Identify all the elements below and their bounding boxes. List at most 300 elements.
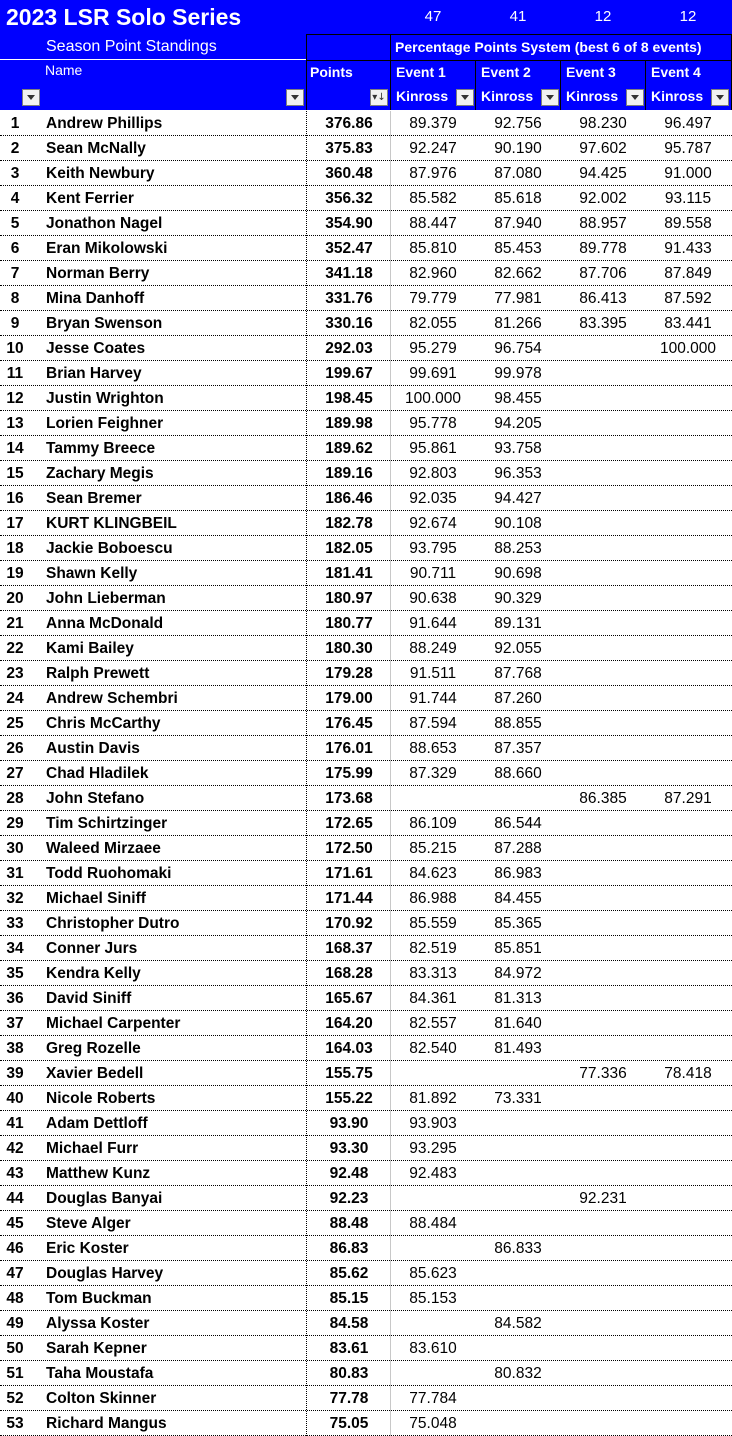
points-cell: 189.98	[325, 415, 373, 432]
event-2-score-cell: 88.253	[494, 540, 542, 557]
table-row[interactable]	[0, 361, 732, 386]
sort-descending-icon: ▾↓	[372, 91, 386, 103]
rank-cell: 20	[6, 590, 24, 607]
event-1-score-cell: 92.035	[409, 490, 457, 507]
event-3-score-cell: 86.385	[579, 790, 627, 807]
table-row[interactable]	[0, 161, 732, 186]
driver-name-cell: Austin Davis	[46, 740, 140, 757]
table-row[interactable]	[0, 1161, 732, 1186]
table-row[interactable]	[0, 986, 732, 1011]
name-filter-button[interactable]	[286, 89, 304, 106]
event-1-score-cell: 95.861	[409, 440, 457, 457]
points-cell: 354.90	[325, 215, 373, 232]
event-2-score-cell: 92.756	[494, 115, 542, 132]
driver-name-cell: Michael Furr	[46, 1140, 139, 1157]
points-cell: 180.97	[325, 590, 373, 607]
rank-cell: 17	[6, 515, 24, 532]
rank-cell: 40	[6, 1090, 24, 1107]
driver-name-cell: Greg Rozelle	[46, 1040, 141, 1057]
event-3-header: Event 3	[566, 64, 616, 80]
table-row[interactable]	[0, 561, 732, 586]
event-1-score-cell: 87.329	[409, 765, 457, 782]
table-row[interactable]	[0, 1336, 732, 1361]
points-cell: 175.99	[325, 765, 373, 782]
points-column-header: Points	[310, 64, 353, 80]
table-row[interactable]	[0, 1261, 732, 1286]
header-divider	[306, 34, 307, 110]
rank-cell: 45	[6, 1215, 24, 1232]
points-cell: 172.50	[325, 840, 373, 857]
points-cell: 179.00	[325, 690, 373, 707]
event-2-score-cell: 94.427	[494, 490, 542, 507]
rank-cell: 53	[6, 1415, 24, 1432]
rank-cell: 33	[6, 915, 24, 932]
points-cell: 199.67	[325, 365, 373, 382]
points-cell: 86.83	[329, 1240, 369, 1257]
header-divider	[306, 60, 732, 61]
event-2-score-cell: 81.640	[494, 1015, 542, 1032]
event-1-score-cell: 87.976	[409, 165, 457, 182]
table-row[interactable]	[0, 911, 732, 936]
event-2-score-cell: 90.190	[494, 140, 542, 157]
rank-cell: 14	[6, 440, 24, 457]
driver-name-cell: Anna McDonald	[46, 615, 164, 632]
points-cell: 181.41	[325, 565, 373, 582]
rank-cell: 41	[6, 1115, 24, 1132]
points-cell: 186.46	[325, 490, 373, 507]
event-3-entrant-count: 12	[594, 8, 612, 25]
event-1-score-cell: 82.519	[409, 940, 457, 957]
driver-name-cell: Jonathon Nagel	[46, 215, 163, 232]
points-cell: 180.77	[325, 615, 373, 632]
driver-name-cell: Steve Alger	[46, 1215, 131, 1232]
points-cell: 376.86	[325, 115, 373, 132]
header-band	[0, 0, 732, 110]
event-2-score-cell: 86.983	[494, 865, 542, 882]
points-cell: 88.48	[329, 1215, 369, 1232]
table-row[interactable]	[0, 736, 732, 761]
event-4-score-cell: 93.115	[664, 190, 712, 207]
table-row[interactable]	[0, 486, 732, 511]
table-row[interactable]	[0, 336, 732, 361]
page-title: 2023 LSR Solo Series	[6, 4, 242, 30]
event-1-score-cell: 85.559	[409, 915, 457, 932]
event-1-venue: Kinross	[396, 88, 449, 104]
table-row[interactable]	[0, 586, 732, 611]
rank-cell: 50	[6, 1340, 24, 1357]
event-4-entrant-count: 12	[679, 8, 697, 25]
event-1-score-cell: 85.153	[409, 1290, 457, 1307]
rank-cell: 10	[6, 340, 24, 357]
points-cell: 330.16	[325, 315, 373, 332]
table-row[interactable]	[0, 511, 732, 536]
chevron-down-icon	[716, 95, 724, 100]
event-2-score-cell: 87.768	[494, 665, 542, 682]
rank-cell: 22	[6, 640, 24, 657]
header-divider	[306, 34, 732, 35]
event-2-score-cell: 86.833	[494, 1240, 542, 1257]
driver-name-cell: Xavier Bedell	[46, 1065, 144, 1082]
driver-name-cell: Colton Skinner	[46, 1390, 157, 1407]
name-column-header: Name	[45, 62, 83, 78]
table-row[interactable]	[0, 261, 732, 286]
points-cell: 180.30	[325, 640, 373, 657]
event-3-score-cell: 87.706	[579, 265, 627, 282]
header-divider	[645, 60, 646, 110]
event-4-score-cell: 87.291	[664, 790, 712, 807]
table-row[interactable]	[0, 886, 732, 911]
event-1-score-cell: 85.582	[409, 190, 457, 207]
rank-cell: 2	[10, 140, 20, 157]
event-1-score-cell: 85.215	[409, 840, 457, 857]
event-1-score-cell: 95.279	[409, 340, 457, 357]
driver-name-cell: Eran Mikolowski	[46, 240, 168, 257]
event-4-filter-button[interactable]	[711, 89, 729, 106]
points-cell: 168.37	[325, 940, 373, 957]
event-1-score-cell: 93.903	[409, 1115, 457, 1132]
event-2-score-cell: 87.357	[494, 740, 542, 757]
table-row[interactable]	[0, 636, 732, 661]
rank-cell: 52	[6, 1390, 24, 1407]
driver-name-cell: Bryan Swenson	[46, 315, 163, 332]
rank-cell: 3	[10, 165, 20, 182]
driver-name-cell: Kent Ferrier	[46, 190, 134, 207]
table-row[interactable]	[0, 1061, 732, 1086]
table-row[interactable]	[0, 536, 732, 561]
table-row[interactable]	[0, 386, 732, 411]
rank-cell: 26	[6, 740, 24, 757]
rank-cell: 23	[6, 665, 24, 682]
driver-name-cell: Lorien Feighner	[46, 415, 164, 432]
points-cell: 92.23	[329, 1190, 369, 1207]
table-row[interactable]	[0, 1011, 732, 1036]
driver-name-cell: Adam Dettloff	[46, 1115, 148, 1132]
table-row[interactable]	[0, 1386, 732, 1411]
points-cell: 171.61	[325, 865, 373, 882]
chevron-down-icon	[291, 95, 299, 100]
rank-cell: 49	[6, 1315, 24, 1332]
event-2-score-cell: 87.940	[494, 215, 542, 232]
event-1-score-cell: 91.644	[409, 615, 457, 632]
points-cell: 83.61	[329, 1340, 369, 1357]
table-row[interactable]	[0, 786, 732, 811]
rank-cell: 35	[6, 965, 24, 982]
driver-name-cell: Sean McNally	[46, 140, 146, 157]
points-cell: 155.22	[325, 1090, 373, 1107]
driver-name-cell: Norman Berry	[46, 265, 150, 282]
event-1-filter-button[interactable]	[456, 89, 474, 106]
driver-name-cell: John Stefano	[46, 790, 145, 807]
event-1-entrant-count: 47	[424, 8, 442, 25]
event-1-score-cell: 83.610	[409, 1340, 457, 1357]
table-row[interactable]	[0, 1236, 732, 1261]
table-row[interactable]	[0, 236, 732, 261]
event-1-score-cell: 85.623	[409, 1265, 457, 1282]
points-cell: 356.32	[325, 190, 373, 207]
table-row[interactable]	[0, 186, 732, 211]
table-row[interactable]	[0, 211, 732, 236]
driver-name-cell: Sean Bremer	[46, 490, 142, 507]
event-2-score-cell: 81.266	[494, 315, 542, 332]
event-1-score-cell: 88.653	[409, 740, 457, 757]
event-1-score-cell: 77.784	[409, 1390, 457, 1407]
points-cell: 179.28	[325, 665, 373, 682]
driver-name-cell: Richard Mangus	[46, 1415, 167, 1432]
table-row[interactable]	[0, 761, 732, 786]
table-row[interactable]	[0, 136, 732, 161]
driver-name-cell: Jesse Coates	[46, 340, 146, 357]
event-2-score-cell: 86.544	[494, 815, 542, 832]
event-4-score-cell: 78.418	[664, 1065, 712, 1082]
points-cell: 198.45	[325, 390, 373, 407]
driver-name-cell: Michael Carpenter	[46, 1015, 181, 1032]
rank-cell: 27	[6, 765, 24, 782]
event-2-header: Event 2	[481, 64, 531, 80]
driver-name-cell: Justin Wrighton	[46, 390, 164, 407]
event-2-score-cell: 82.662	[494, 265, 542, 282]
table-row[interactable]	[0, 311, 732, 336]
points-cell: 176.45	[325, 715, 373, 732]
rank-cell: 15	[6, 465, 24, 482]
event-1-score-cell: 92.803	[409, 465, 457, 482]
table-row[interactable]	[0, 686, 732, 711]
table-row[interactable]	[0, 936, 732, 961]
event-3-score-cell: 83.395	[579, 315, 627, 332]
table-row[interactable]	[0, 961, 732, 986]
event-3-score-cell: 92.002	[579, 190, 627, 207]
event-1-score-cell: 88.447	[409, 215, 457, 232]
event-4-score-cell: 83.441	[664, 315, 712, 332]
event-2-score-cell: 85.365	[494, 915, 542, 932]
event-4-score-cell: 91.433	[664, 240, 712, 257]
event-1-score-cell: 83.313	[409, 965, 457, 982]
event-4-score-cell: 96.497	[664, 115, 712, 132]
event-2-score-cell: 99.978	[494, 365, 542, 382]
driver-name-cell: John Lieberman	[46, 590, 166, 607]
table-row[interactable]	[0, 836, 732, 861]
rank-cell: 6	[10, 240, 20, 257]
table-row[interactable]	[0, 1086, 732, 1111]
event-1-score-cell: 87.594	[409, 715, 457, 732]
chevron-down-icon	[461, 95, 469, 100]
event-1-score-cell: 86.109	[409, 815, 457, 832]
rank-cell: 37	[6, 1015, 24, 1032]
event-1-score-cell: 86.988	[409, 890, 457, 907]
event-2-entrant-count: 41	[509, 8, 527, 25]
event-1-score-cell: 93.295	[409, 1140, 457, 1157]
event-2-score-cell: 77.981	[494, 290, 542, 307]
rank-cell: 30	[6, 840, 24, 857]
points-cell: 77.78	[329, 1390, 369, 1407]
rank-cell: 48	[6, 1290, 24, 1307]
table-row[interactable]	[0, 286, 732, 311]
event-2-score-cell: 81.313	[494, 990, 542, 1007]
points-cell: 75.05	[329, 1415, 369, 1432]
event-3-score-cell: 77.336	[579, 1065, 627, 1082]
rank-cell: 7	[10, 265, 20, 282]
standings-table	[0, 111, 732, 1436]
event-1-score-cell: 90.711	[409, 565, 457, 582]
points-cell: 375.83	[325, 140, 373, 157]
event-1-score-cell: 88.484	[409, 1215, 457, 1232]
page-subtitle: Season Point Standings	[46, 38, 217, 55]
rank-cell: 47	[6, 1265, 24, 1282]
event-2-score-cell: 88.660	[494, 765, 542, 782]
rank-cell: 44	[6, 1190, 24, 1207]
points-cell: 85.15	[329, 1290, 369, 1307]
driver-name-cell: Christopher Dutro	[46, 915, 180, 932]
driver-name-cell: Douglas Harvey	[46, 1265, 164, 1282]
points-cell: 331.76	[325, 290, 373, 307]
event-1-score-cell: 92.674	[409, 515, 457, 532]
driver-name-cell: Sarah Kepner	[46, 1340, 147, 1357]
rank-cell: 11	[6, 365, 24, 382]
event-2-score-cell: 81.493	[494, 1040, 542, 1057]
event-2-venue: Kinross	[481, 88, 534, 104]
rank-cell: 5	[10, 215, 20, 232]
event-1-score-cell: 85.810	[409, 240, 457, 257]
event-2-score-cell: 80.832	[494, 1365, 542, 1382]
driver-name-cell: Mina Danhoff	[46, 290, 145, 307]
driver-name-cell: Todd Ruohomaki	[46, 865, 172, 882]
points-cell: 171.44	[325, 890, 373, 907]
event-2-filter-button[interactable]	[541, 89, 559, 106]
event-2-score-cell: 84.972	[494, 965, 542, 982]
event-2-score-cell: 73.331	[494, 1090, 542, 1107]
event-4-venue: Kinross	[651, 88, 704, 104]
event-1-score-cell: 91.511	[409, 665, 457, 682]
rank-cell: 31	[6, 865, 24, 882]
points-cell: 155.75	[325, 1065, 373, 1082]
event-2-score-cell: 92.055	[494, 640, 542, 657]
event-1-score-cell: 95.778	[409, 415, 457, 432]
points-sort-button[interactable]	[370, 89, 388, 106]
event-3-score-cell: 86.413	[579, 290, 627, 307]
points-cell: 172.65	[325, 815, 373, 832]
points-cell: 80.83	[329, 1365, 369, 1382]
points-cell: 189.62	[325, 440, 373, 457]
rank-filter-button[interactable]	[22, 89, 40, 106]
points-cell: 173.68	[325, 790, 373, 807]
event-3-venue: Kinross	[566, 88, 619, 104]
points-cell: 292.03	[325, 340, 373, 357]
driver-name-cell: Tom Buckman	[46, 1290, 152, 1307]
chevron-down-icon	[631, 95, 639, 100]
rank-cell: 25	[6, 715, 24, 732]
header-divider	[475, 60, 476, 110]
driver-name-cell: Alyssa Koster	[46, 1315, 150, 1332]
driver-name-cell: Brian Harvey	[46, 365, 142, 382]
event-2-score-cell: 96.353	[494, 465, 542, 482]
rank-cell: 46	[6, 1240, 24, 1257]
table-row[interactable]	[0, 1036, 732, 1061]
rank-cell: 36	[6, 990, 24, 1007]
driver-name-cell: Chris McCarthy	[46, 715, 161, 732]
chevron-down-icon	[546, 95, 554, 100]
table-row[interactable]	[0, 711, 732, 736]
event-1-score-cell: 84.361	[409, 990, 457, 1007]
event-1-score-cell: 90.638	[409, 590, 457, 607]
points-cell: 182.05	[325, 540, 373, 557]
event-2-score-cell: 87.080	[494, 165, 542, 182]
table-row[interactable]	[0, 1286, 732, 1311]
table-row[interactable]	[0, 436, 732, 461]
rank-cell: 19	[6, 565, 24, 582]
points-cell: 165.67	[325, 990, 373, 1007]
table-row[interactable]	[0, 111, 732, 136]
event-2-score-cell: 89.131	[494, 615, 542, 632]
rank-cell: 32	[6, 890, 24, 907]
event-1-score-cell: 82.055	[409, 315, 457, 332]
event-1-score-cell: 84.623	[409, 865, 457, 882]
event-3-score-cell: 89.778	[579, 240, 627, 257]
event-3-score-cell: 88.957	[579, 215, 627, 232]
event-4-score-cell: 87.849	[664, 265, 712, 282]
rank-cell: 12	[6, 390, 24, 407]
rank-cell: 1	[10, 115, 20, 132]
table-row[interactable]	[0, 1136, 732, 1161]
driver-name-cell: Shawn Kelly	[46, 565, 138, 582]
event-4-score-cell: 87.592	[664, 290, 712, 307]
driver-name-cell: Waleed Mirzaee	[46, 840, 161, 857]
event-1-score-cell: 99.691	[409, 365, 457, 382]
event-3-filter-button[interactable]	[626, 89, 644, 106]
points-cell: 164.20	[325, 1015, 373, 1032]
points-cell: 352.47	[325, 240, 373, 257]
table-row[interactable]	[0, 861, 732, 886]
rank-cell: 51	[6, 1365, 24, 1382]
header-divider	[560, 60, 561, 110]
table-row[interactable]	[0, 461, 732, 486]
rank-cell: 24	[6, 690, 24, 707]
driver-name-cell: Kendra Kelly	[46, 965, 141, 982]
driver-name-cell: Keith Newbury	[46, 165, 155, 182]
table-row[interactable]	[0, 1211, 732, 1236]
points-cell: 168.28	[325, 965, 373, 982]
event-2-score-cell: 84.582	[494, 1315, 542, 1332]
points-cell: 170.92	[325, 915, 373, 932]
rank-cell: 4	[10, 190, 20, 207]
rank-cell: 38	[6, 1040, 24, 1057]
event-2-score-cell: 96.754	[494, 340, 542, 357]
rank-cell: 43	[6, 1165, 24, 1182]
event-1-score-cell: 82.540	[409, 1040, 457, 1057]
driver-name-cell: Michael Siniff	[46, 890, 146, 907]
table-row[interactable]	[0, 1411, 732, 1436]
event-2-score-cell: 90.698	[494, 565, 542, 582]
points-cell: 189.16	[325, 465, 373, 482]
event-3-score-cell: 98.230	[579, 115, 627, 132]
driver-name-cell: Andrew Phillips	[46, 115, 163, 132]
table-row[interactable]	[0, 661, 732, 686]
table-row[interactable]	[0, 811, 732, 836]
event-1-score-cell: 82.557	[409, 1015, 457, 1032]
table-row[interactable]	[0, 411, 732, 436]
event-1-score-cell: 79.779	[409, 290, 457, 307]
event-3-score-cell: 92.231	[579, 1190, 627, 1207]
table-row[interactable]	[0, 1186, 732, 1211]
rank-cell: 34	[6, 940, 24, 957]
event-1-score-cell: 92.247	[409, 140, 457, 157]
table-row[interactable]	[0, 1361, 732, 1386]
table-row[interactable]	[0, 611, 732, 636]
rank-cell: 42	[6, 1140, 24, 1157]
table-row[interactable]	[0, 1311, 732, 1336]
scoring-system-label: Percentage Points System (best 6 of 8 events)	[395, 39, 702, 55]
table-row[interactable]	[0, 1111, 732, 1136]
rank-cell: 13	[6, 415, 24, 432]
header-divider	[390, 34, 391, 110]
